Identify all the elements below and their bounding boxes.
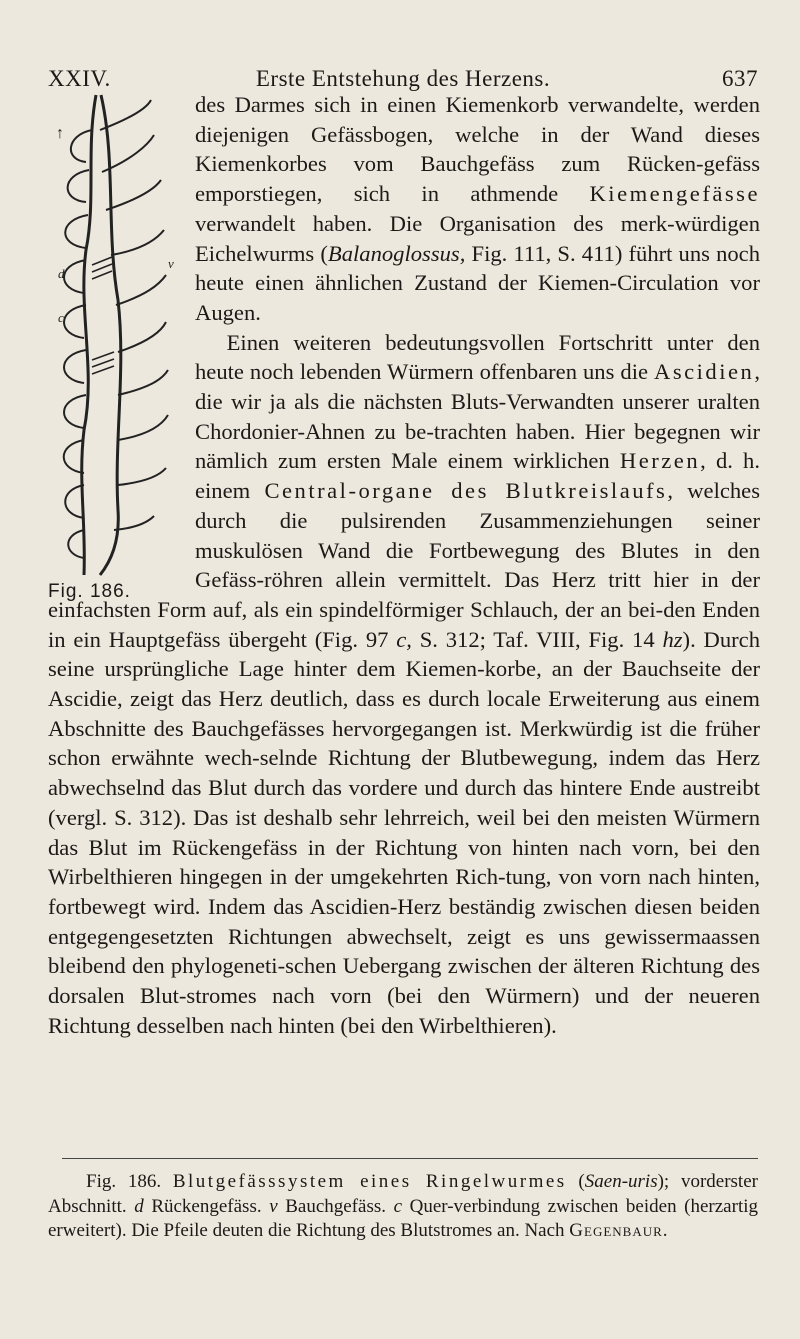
italic-text: v <box>269 1195 278 1217</box>
italic-text: c, <box>396 626 412 652</box>
text-span: verwandelt haben. Die Organisation des merk-würdigen Eichelwurms ( <box>195 210 760 266</box>
text-span: des Darmes sich in einen Kiemenkorb verwandelte, werden diejenigen Gefässbogen, welche in der Wand dieses Kiemenkorbes vom Bauchgefäss zum Rücken-gefäss emporstiegen, sich in athmende <box>195 92 760 207</box>
spaced-text: Ascidien <box>654 359 755 385</box>
text-span: Quer-verbindung zwischen beiden (herzartig erweitert). Die Pfeile deuten die Richtung des Blutstromes an. Nach <box>48 1195 758 1241</box>
running-title: Erste Entstehung des Herzens. <box>255 66 551 91</box>
text-span: Fig. 111, S. 411) führt uns noch heute einen ähnlichen Zustand der Kiemen-Circulation vor Augen. <box>195 240 761 325</box>
figure-space <box>48 90 195 590</box>
italic-text: hz <box>662 626 683 652</box>
italic-text: Balanoglossus, <box>327 240 466 266</box>
text-span: ); vorderster Abschnitt. <box>48 1171 758 1217</box>
spaced-text: Kiemengefässe <box>589 181 760 207</box>
figure-caption <box>48 1170 758 1244</box>
figure-label: Fig. 186. <box>48 581 131 602</box>
text-span: S. 312; Taf. VIII, Fig. 14 <box>411 626 663 652</box>
italic-text: d <box>134 1195 144 1217</box>
footnote-divider <box>62 1158 758 1159</box>
arrow-up-icon: ↑ <box>56 125 64 142</box>
text-span: Bauchgefäss. <box>277 1195 394 1217</box>
italic-text: c <box>393 1195 403 1217</box>
text-span: Rückengefäss. <box>143 1195 270 1217</box>
spaced-text: Blutgefässsystem eines Ringelwurmes <box>172 1171 567 1192</box>
text-span: ). Durch seine ursprüngliche Lage hinter dem Kiemen-korbe, an der Bauchseite der Ascidie, zeigt das Herz deutlich, dass es durch locale Erweiterung aus einem Abschnitte des Bauchgefässes hervorgegangen ist. Merkwürdig ist die früher schon erwähnte wech-selnde Richtung der Blutbewegung, indem das Herz abwechselnd das Blut durch das vordere und durch das hintere Ende austreibt (vergl. S. 312). Das ist deshalb sehr lehrreich, weil bei den meisten Würmern das Blut im Rückengefäss in der Richtung von hinten nach vorn, bei den Wirbelthieren hingegen in der umgekehrten Rich-tung, von vorn nach hinten, fortbewegt wird. Indem das Ascidien-Herz beständig zwischen diesen beiden entgegengesetzten Richtungen abwechselt, zeigt es uns gewissermaassen bleibend den phylogeneti-schen Uebergang zwischen der älteren Richtung des dorsalen Blut-stromes nach vorn (bei den Würmern) und der neueren Richtung desselben nach hinten (bei den Wirbelthieren). <box>48 626 760 1038</box>
text-span: ( <box>566 1171 585 1192</box>
text-span: , die wir ja als die nächsten Bluts-Verwandten unserer uralten Chordonier-Ahnen zu be-trachten haben. Hier begegnen wir nämlich zum ersten Male einem wirklichen <box>195 359 760 474</box>
chapter-number: XXIV. <box>48 66 111 91</box>
spaced-text: Central-organe des Blutkreislaufs <box>264 478 668 504</box>
text-span: Fig. 186. <box>86 1171 173 1192</box>
text-span: Einen weiteren bedeutungsvollen Fortschritt unter den heute noch lebenden Würmern offenbaren uns die <box>195 329 760 385</box>
label-c: c <box>58 310 64 325</box>
label-d: d <box>58 266 65 281</box>
spaced-text: Herzen <box>619 448 701 474</box>
main-text <box>48 90 760 1041</box>
author-name: Gegenbaur <box>569 1220 663 1241</box>
italic-text: Saen-uris <box>584 1171 658 1192</box>
text-span: , welches durch die pulsirenden Zusammenziehungen seiner muskulösen Wand die Fortbewegung des Blutes in den Gefäss-röhren allein vermittelt. Das Herz tritt hier in der einfachsten Form auf, als ein spindelförmiger Schlauch, der an bei-den Enden in ein Hauptgefäss übergeht (Fig. 97 <box>48 478 760 652</box>
text-span: . <box>662 1220 668 1241</box>
label-v: v <box>168 256 174 271</box>
text-span: , d. h. einem <box>195 448 760 504</box>
page-number: 637 <box>722 66 758 91</box>
